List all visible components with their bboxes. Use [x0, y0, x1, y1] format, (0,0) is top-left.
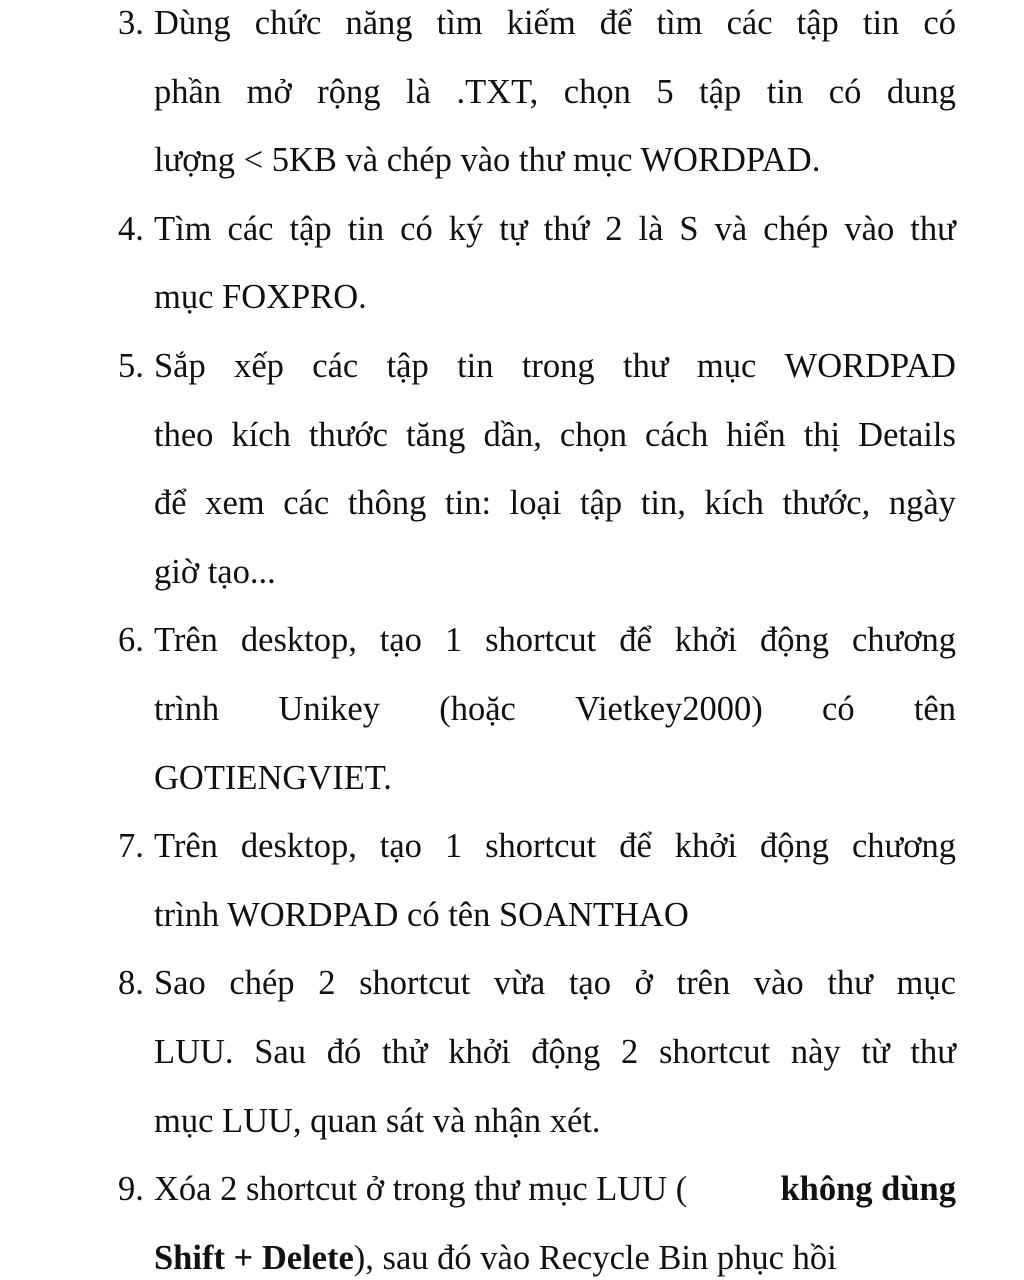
word: thử — [381, 1032, 428, 1071]
word: chương — [851, 827, 956, 866]
plain-text: ), sau đó vào Recycle Bin phục hồi — [353, 1238, 837, 1277]
word: tìm — [436, 4, 483, 42]
list-item-line — [154, 195, 956, 264]
word: dần, — [483, 415, 542, 454]
word: tập — [699, 72, 742, 111]
list-item-line: trình WORDPAD có tên SOANTHAO — [154, 895, 689, 934]
word: có — [822, 689, 855, 728]
list-item-line — [154, 0, 956, 58]
word: tạo — [379, 827, 422, 866]
word: xem — [205, 484, 265, 523]
word: đó — [326, 1032, 362, 1071]
word: 5 — [656, 72, 674, 111]
list-item-line: mục LUU, quan sát và nhận xét. — [154, 1101, 601, 1140]
list-item — [118, 0, 956, 195]
word: ký — [448, 209, 484, 248]
list-item-line: mục FOXPRO. — [154, 278, 367, 317]
word: thông — [347, 484, 427, 523]
word: Tìm — [154, 209, 212, 248]
list-item-text — [154, 0, 956, 195]
list-item-line — [154, 58, 956, 127]
word: rộng — [317, 72, 381, 111]
word: vào — [844, 209, 895, 248]
word: phần — [154, 72, 222, 111]
list-item — [118, 1155, 956, 1280]
word: các — [726, 4, 773, 42]
word: Dùng — [154, 4, 231, 42]
list-item-number: 8. — [118, 964, 144, 1003]
word: khởi — [674, 621, 738, 660]
list-item-text — [154, 195, 956, 332]
word: mở — [246, 72, 292, 111]
word: chức — [254, 4, 322, 42]
word: trong — [521, 346, 595, 385]
word: từ — [861, 1032, 890, 1071]
list-item-number: 5. — [118, 346, 144, 385]
word: theo — [154, 415, 214, 454]
word: mục — [896, 964, 956, 1003]
word: các — [312, 346, 359, 385]
word: thước — [308, 415, 388, 454]
word: tạo — [568, 964, 611, 1003]
word: tập — [386, 346, 429, 385]
word: Sắp — [154, 346, 206, 385]
word: WORDPAD — [784, 346, 956, 385]
word: Trên — [154, 621, 218, 660]
word: tập — [289, 209, 332, 248]
bold-text: Shift + Delete — [154, 1238, 354, 1277]
word: có — [828, 72, 862, 111]
word: chép — [763, 209, 829, 248]
word: có — [400, 209, 433, 248]
word: tin — [862, 4, 900, 42]
word: các — [227, 209, 274, 248]
word: là — [406, 72, 431, 111]
word: động — [531, 1032, 601, 1071]
word: (hoặc — [439, 689, 516, 728]
word: ngày — [888, 484, 956, 523]
list-item-number: 4. — [118, 209, 144, 248]
word: tạo — [379, 621, 422, 660]
word: tin — [766, 72, 804, 111]
word: vào — [753, 964, 804, 1003]
word: thư — [910, 1032, 956, 1071]
word: động — [760, 621, 830, 660]
word: các — [283, 484, 330, 523]
list-item-text — [154, 606, 956, 812]
word: trình — [154, 689, 220, 728]
list-item-line — [154, 332, 956, 401]
list-item-text — [154, 812, 956, 949]
word: Sau — [254, 1032, 306, 1071]
word: tên — [913, 689, 956, 728]
word: này — [790, 1032, 841, 1071]
list-item-line: GOTIENGVIET. — [154, 758, 392, 797]
word: năng — [345, 4, 413, 42]
word: để — [619, 827, 652, 866]
word: kiếm — [506, 4, 576, 42]
bold-text: không dùng — [780, 1170, 956, 1209]
word: mục — [696, 346, 757, 385]
word: dung — [886, 72, 956, 111]
word: 2 — [318, 964, 336, 1003]
word: xếp — [234, 346, 284, 385]
word: 1 — [444, 827, 463, 866]
word: thị — [803, 415, 841, 454]
word: tin, — [640, 484, 686, 523]
word: thứ — [543, 209, 590, 248]
list-item-line — [154, 1018, 956, 1087]
list-item — [118, 812, 956, 949]
list-item-line — [154, 606, 956, 675]
word: để — [154, 484, 187, 523]
word: S — [679, 209, 699, 248]
list-item-line — [154, 469, 956, 538]
word: là — [638, 209, 664, 248]
word: 2 — [605, 209, 623, 248]
word: Unikey — [278, 689, 380, 728]
word: thước, — [782, 484, 871, 523]
plain-text: Xóa 2 shortcut ở trong thư mục LUU ( — [154, 1170, 688, 1209]
list-item-number: 7. — [118, 827, 144, 866]
word: thư — [623, 346, 669, 385]
word: desktop, — [240, 827, 357, 866]
word: chọn — [559, 415, 627, 454]
list-item — [118, 195, 956, 332]
word: và — [714, 209, 748, 248]
list-item-line — [154, 812, 956, 881]
word: shortcut — [658, 1032, 771, 1071]
list-item-line — [154, 1224, 956, 1280]
list-item-number: 3. — [118, 4, 144, 42]
word: chép — [229, 964, 295, 1003]
word: để — [599, 4, 633, 42]
word: thư — [910, 209, 956, 248]
word: tin: — [445, 484, 492, 523]
word: thư — [827, 964, 873, 1003]
list-item-text — [154, 332, 956, 606]
word: loại — [509, 484, 562, 523]
list-item-number: 9. — [118, 1170, 144, 1209]
list-item-line — [154, 1155, 956, 1224]
word: động — [760, 827, 830, 866]
word: kích — [704, 484, 764, 523]
word: shortcut — [485, 827, 597, 866]
word: kích — [231, 415, 291, 454]
word: trên — [676, 964, 731, 1003]
word: khởi — [674, 827, 738, 866]
word: khởi — [448, 1032, 511, 1071]
word: shortcut — [359, 964, 471, 1003]
word: ở — [634, 964, 653, 1003]
list-item — [118, 949, 956, 1155]
list-item-line — [154, 949, 956, 1018]
word: Vietkey2000) — [575, 689, 763, 728]
word: tập — [796, 4, 839, 42]
word: tăng — [406, 415, 466, 454]
word: chương — [851, 621, 956, 660]
word: Details — [858, 415, 956, 454]
word: tin — [457, 346, 494, 385]
word: LUU. — [154, 1032, 234, 1071]
word: Trên — [154, 827, 218, 866]
list-item-number: 6. — [118, 621, 144, 660]
word: shortcut — [485, 621, 597, 660]
list-item-line: giờ tạo... — [154, 552, 276, 591]
list-item-text — [154, 949, 956, 1155]
word: 2 — [620, 1032, 639, 1071]
word: tập — [580, 484, 623, 523]
word: .TXT, — [456, 72, 539, 111]
word: 1 — [444, 621, 463, 660]
word: vừa — [493, 964, 546, 1003]
word: tìm — [656, 4, 703, 42]
word: có — [923, 4, 956, 42]
list-item — [118, 606, 956, 812]
word: desktop, — [240, 621, 357, 660]
list-item-line — [154, 675, 956, 744]
exercise-list — [118, 0, 956, 1280]
word: hiển — [726, 415, 786, 454]
word: cách — [645, 415, 709, 454]
list-item-line: lượng < 5KB và chép vào thư mục WORDPAD. — [154, 141, 821, 180]
list-item-line — [154, 401, 956, 470]
word: tin — [347, 209, 385, 248]
word: để — [619, 621, 652, 660]
word: chọn — [563, 72, 631, 111]
word: Sao — [154, 964, 206, 1003]
word: tự — [499, 209, 528, 248]
list-item-text — [154, 1155, 956, 1280]
list-item — [118, 332, 956, 606]
